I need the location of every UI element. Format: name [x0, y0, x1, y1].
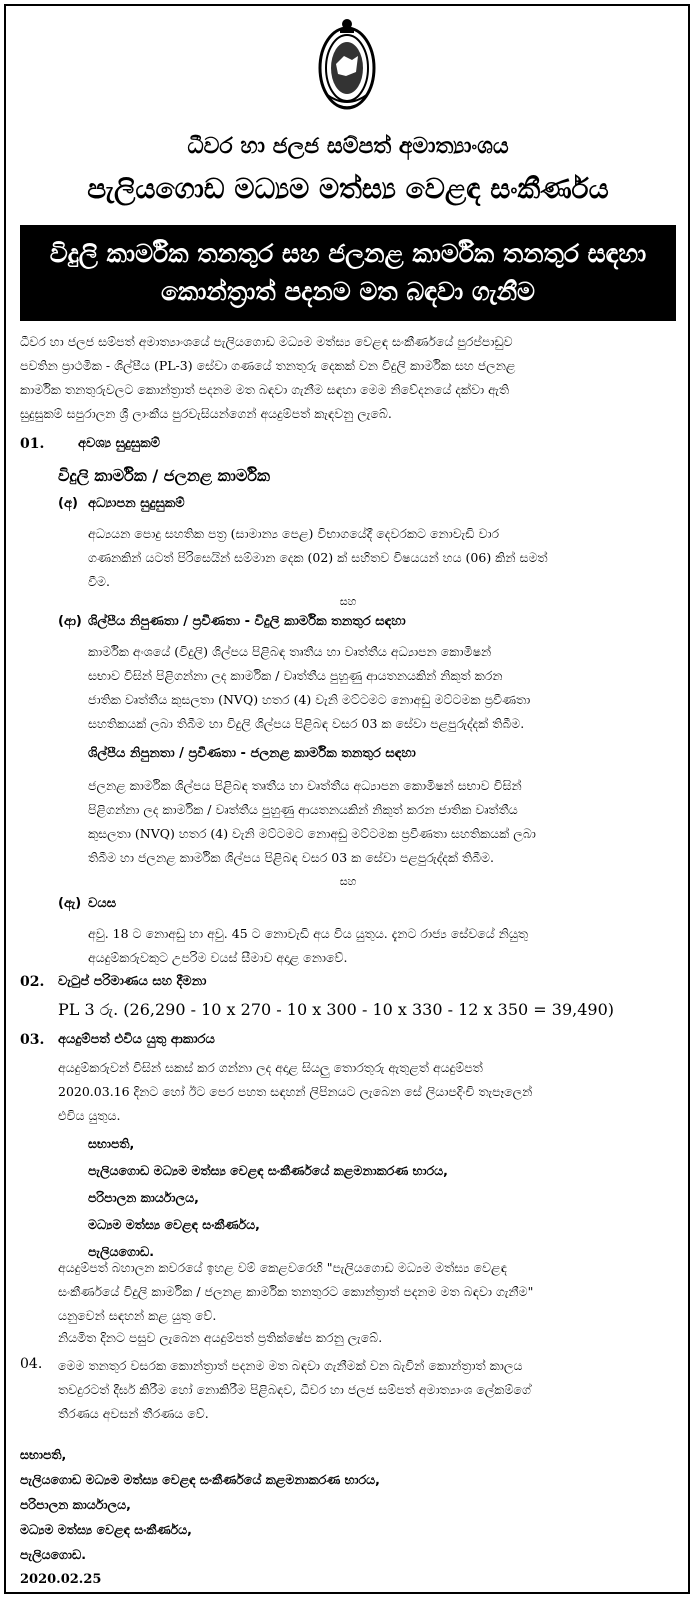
and-connector: සහ — [339, 875, 357, 888]
application-address — [88, 1130, 448, 1265]
sub-a-label: (අ) — [58, 496, 78, 511]
sub-b-line: ජාතික වෘත්තීය කුසලතා (NVQ) හතර (4) වැනි මට්ටමට නොඅඩු මට්ටමක ප්‍රවීණතා — [88, 692, 531, 707]
late-applications-note: නියමිත දිනට පසුව ලැබෙන අයදුම්පත් ප්‍රතික්ෂේප කරනු ලැබේ. — [58, 1330, 383, 1345]
address-line: පැලියගොඩ. — [88, 1244, 155, 1259]
section-03-number: 03. — [20, 1032, 45, 1048]
and-connector: සහ — [339, 595, 357, 608]
sub-b2-text — [88, 774, 676, 870]
intro-line: ධීවර හා ජලජ සම්පත් අමාත්‍යාංශයේ පැලියගොඩ මධ්‍යම මත්ස්‍ය වෙළඳ සංකීර්ණයේ පුරප්පාඩුව — [20, 334, 513, 349]
intro-line: පවතින ප්‍රාථමික - ශිල්පීය (PL-3) සේවා ගණයේ තනතුරු දෙකක් වන විදුලි කාර්මික සහ ජලනළ — [20, 358, 516, 373]
section-04-line: තීරණය අවසන් තීරණය වේ. — [58, 1406, 209, 1421]
section-03-title: අයදුම්පත් එවිය යුතු ආකාරය — [58, 1032, 215, 1047]
notice-date: 2020.02.25 — [20, 1572, 102, 1587]
address-line: සභාපති, — [88, 1136, 135, 1151]
sub-b2-line: ජලනළ කාර්මික ශිල්පය පිළිබඳ තෘතීය හා වෘත්තීය අධ්‍යාපන කොමිෂන් සභාව විසින් — [88, 778, 522, 793]
section-02-title: වැටුප් පරිමාණය සහ දීමනා — [58, 974, 207, 989]
address-line: මධ්‍යම මත්ස්‍ය වෙළඳ සංකීර්ණය, — [88, 1217, 260, 1232]
envelope-line: යනුවෙන් සඳහන් කළ යුතු වේ. — [58, 1308, 217, 1323]
banner-line-1: විදුලි කාර්මික තනතුර සහ ජලනළ කාර්මික තනතුර සඳහා — [49, 239, 647, 268]
sub-c-label: (ඇ) — [58, 896, 82, 911]
section-04-line: තවදුරටත් දීර්ඝ කිරීම හෝ නොකිරීම පිළිබඳව, ධීවර හා ජලජ සම්පත් අමාත්‍යාංශ ලේකම්ගේ — [58, 1382, 531, 1397]
complex-title: පැලියගොඩ මධ්‍යම මත්ස්‍ය වෙළඳ සංකීර්ණය — [87, 172, 609, 205]
address-line: පැලියගොඩ මධ්‍යම මත්ස්‍ය වෙළඳ සංකීර්ණයේ කළමනාකරණ භාරය, — [88, 1163, 448, 1178]
address-line: පරිපාලන කාර්යාලය, — [88, 1190, 199, 1205]
sub-c-title: වයස — [88, 896, 117, 911]
sub-a-line: ගණනකින් යටත් පිරිසෙයින් සම්මාන දෙක (02) ක් සහිතව විෂයයන් හය (06) කින් සමත් — [88, 550, 548, 565]
national-emblem-icon — [316, 16, 378, 116]
sub-b-line: කාර්මික අංශයේ (විදුලි) ශිල්පය පිළිබඳ තෘතීය හා වෘත්තීය අධ්‍යාපන කොමිෂන් — [88, 644, 492, 659]
sub-a-line: වීම. — [88, 574, 110, 589]
signature-line: පැලියගොඩ මධ්‍යම මත්ස්‍ය වෙළඳ සංකීර්ණයේ කළමනාකරණ භාරය, — [20, 1472, 380, 1487]
banner-line-2: කොන්ත්‍රාත් පදනම මත බඳවා ගැනීම — [160, 277, 536, 306]
ministry-title: ධීවර හා ජලජ සම්පත් අමාත්‍යාංශය — [187, 134, 509, 159]
sub-b-line: සභාව විසින් පිළිගන්නා ලද කාර්මික / වෘත්තීය පුහුණු ආයතනයකින් නිකුත් කරන — [88, 668, 503, 683]
envelope-line: අයදුම්පත් බහාලන කවරයේ ඉහළ වම් කෙළවරෙහි "පැලියගොඩ මධ්‍යම මත්ස්‍ය වෙළඳ — [58, 1260, 507, 1275]
signature-block — [20, 1442, 380, 1592]
intro-paragraph — [20, 330, 676, 426]
sub-b2-line: කුසලතා (NVQ) හතර (4) වැනි මට්ටමට නොඅඩු මට්ටමක ප්‍රවීණතා සහතිකයක් ලබා — [88, 826, 536, 841]
signature-line: සභාපති, — [20, 1447, 67, 1462]
section-03-line: අයදුම්කරුවන් විසින් සකස් කර ගන්නා ලද අදාළ සියලු තොරතුරු ඇතුළත් අයදුම්පත් — [58, 1060, 483, 1075]
section-03-text — [58, 1056, 676, 1128]
signature-line: මධ්‍යම මත්ස්‍ය වෙළඳ සංකීර්ණය, — [20, 1522, 192, 1537]
envelope-instruction — [58, 1256, 676, 1328]
sub-a-text — [88, 522, 676, 594]
sub-c-line: අයදුම්කරුවකුට උපරිම වයස් සීමාව අදාළ නොවේ. — [88, 950, 348, 965]
sub-b-line: සහතිකයක් ලබා තිබීම හා විදුලි ශිල්පය පිළිබඳ වසර 03 ක සේවා පළපුරුද්දක් තිබීම. — [88, 716, 525, 731]
section-01-subtitle: විදුලි කාර්මික / ජලනළ කාර්මික — [58, 466, 271, 485]
intro-line: කාර්මික තනතුරුවලට කොන්ත්‍රාත් පදනම මත බඳවා ගැනීම සඳහා මෙම නිවේදනයේ දක්වා ඇති — [20, 382, 510, 397]
section-01-number: 01. — [20, 436, 45, 452]
section-03-line: එවිය යුතුය. — [58, 1108, 121, 1123]
sub-b-label: (ආ) — [58, 614, 82, 629]
section-04-line: මෙම තනතුර වසරක කොන්ත්‍රාත් පදනම මත බඳවා ගැනීමක් වන බැවින් කොන්ත්‍රාත් කාලය — [58, 1358, 523, 1373]
section-01-title: අවශ්‍ය සුදුසුකම් — [78, 436, 161, 451]
sub-b2-title: ශිල්පීය නිපුනතා / ප්‍රවීණතා - ජලනළ කාර්මික තනතුර සඳහා — [88, 746, 416, 761]
signature-line: පැලියගොඩ. — [20, 1547, 87, 1562]
section-02-number: 02. — [20, 974, 45, 990]
sub-c-text — [88, 922, 676, 970]
signature-line: පරිපාලන කාර්යාලය, — [20, 1497, 131, 1512]
sub-b-title: ශිල්පීය නිපුණතා / ප්‍රවීණතා - විදුලි කාර්මික තනතුර සඳහා — [88, 614, 406, 629]
sub-a-title: අධ්‍යාපන සුදුසුකම් — [88, 496, 185, 511]
envelope-line: සංකීර්ණයේ විදුලි කාර්මික / ජලනළ කාර්මික තනතුරට කොන්ත්‍රාත් පදනම මත බඳවා ගැනීම" — [58, 1284, 534, 1299]
section-03-line: 2020.03.16 දිනට හෝ ඊට පෙර පහත සඳහන් ලිපිනයට ලැබෙන සේ ලියාපදිංචි තැපෑලෙන් — [58, 1084, 533, 1099]
salary-scale: PL 3 රු. (26,290 - 10 x 270 - 10 x 300 - 10 x 330 - 12 x 350 = 39,490) — [58, 1000, 615, 1019]
vacancy-banner — [20, 225, 676, 321]
intro-line: සුදුසුකම් සපුරාලන ශ්‍රී ලාංකීය පුරවැසියන්ගෙන් අයදුම්පත් කැඳවනු ලැබේ. — [20, 406, 392, 421]
sub-b2-line: පිළිගන්නා ලද කාර්මික / වෘත්තීය පුහුණු ආයතනයකින් නිකුත් කරන ජාතික වෘත්තීය — [88, 802, 518, 817]
section-04-text — [58, 1354, 676, 1426]
sub-a-line: අධ්‍යයන පොදු සහතික පත්‍ර (සාමාන්‍ය පෙළ) විභාගයේදී දෙවරකට නොවැඩි වාර — [88, 526, 500, 541]
sub-b2-line: තිබීම හා ජලනළ කාර්මික ශිල්පය පිළිබඳ වසර 03 ක සේවා පළපුරුද්දක් තිබීම. — [88, 850, 495, 865]
section-04-number: 04. — [20, 1356, 43, 1372]
sub-c-line: අවු. 18 ට නොඅඩු හා අවු. 45 ට නොවැඩි අය විය යුතුය. දැනට රාජ්‍ය සේවයේ නියුතු — [88, 926, 528, 941]
sub-b-text — [88, 640, 676, 736]
